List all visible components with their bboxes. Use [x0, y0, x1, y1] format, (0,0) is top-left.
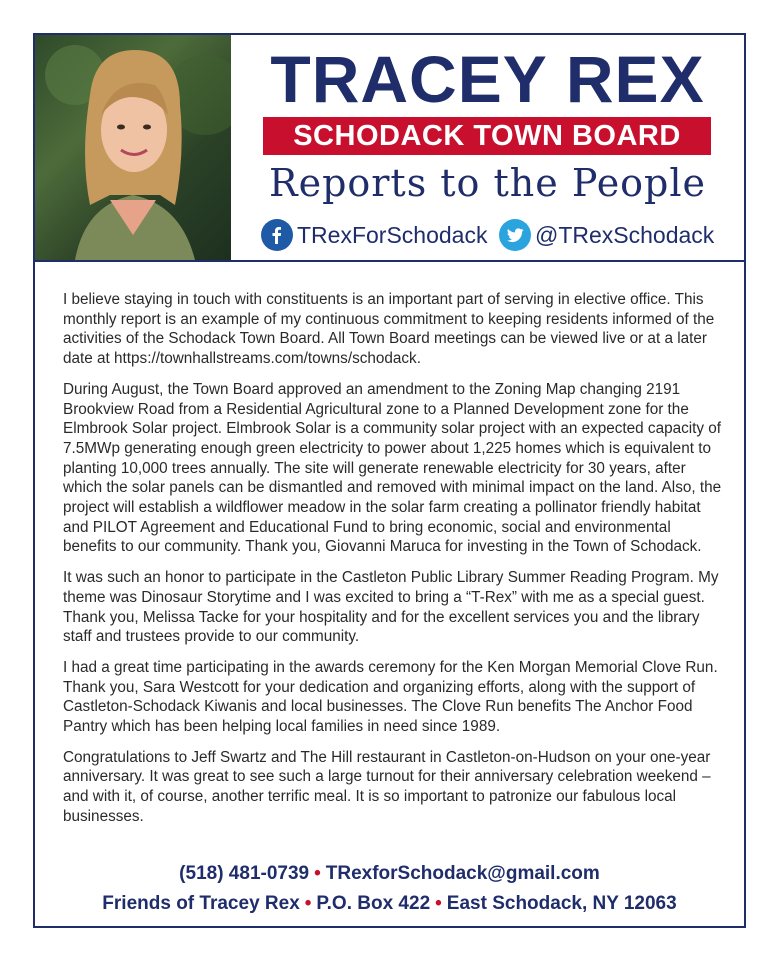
- po-box: P.O. Box 422: [316, 893, 431, 914]
- report-card: [33, 33, 746, 928]
- twitter-link[interactable]: [499, 218, 714, 252]
- report-body: [63, 290, 723, 838]
- paragraph-anniversary: Congratulations to Jeff Swartz and The Hill restaurant in Castleton-on-Hudson on your one-year anniversary. It was great to see such a large turnout for their anniversary celebration weekend – and with it, of course, another terrific meal. It is so important to patronize our fabulous local businesses.: [63, 748, 711, 825]
- paragraph-library: It was such an honor to participate in the Castleton Public Library Summer Reading Program. My theme was Dinosaur Storytime and I was excited to bring a “T-Rex” with me as a special guest. Thank you, Melissa Tacke for your hospitality and for the excellent services you and the library staff and trustees provide to our community.: [63, 569, 719, 646]
- facebook-link[interactable]: [261, 218, 487, 252]
- contact-footer: [35, 860, 744, 918]
- paragraph-clove-run: I had a great time participating in the awards ceremony for the Ken Morgan Memorial Clove Run. Thank you, Sara Westcott for your dedication and organizing efforts, along with the support of Castleton-Schodack Kiwanis and local businesses. The Clove Run benefits The Anchor Food Pantry which has been helping local families in need since 1989.: [63, 658, 718, 736]
- portrait-illustration: [35, 35, 231, 260]
- candidate-name: TRACEY REX: [270, 42, 705, 116]
- twitter-icon: [499, 219, 531, 251]
- header: [35, 35, 744, 262]
- email-address[interactable]: TRexforSchodack@gmail.com: [325, 863, 600, 884]
- separator-dot: •: [314, 863, 321, 884]
- portrait-photo: [35, 35, 231, 260]
- organization-name: Friends of Tracey Rex: [102, 893, 300, 914]
- paragraph-solar: During August, the Town Board approved an amendment to the Zoning Map changing 2191 Brookview Road from a Residential Agricultural zone to a Planned Development zone for the Elmbrook Solar project. Elmbrook Solar is a community solar project with an expected capacity of 7.5MWp generating enough green electricity to power about 1,225 homes which is equivalent to planting 10,000 trees annually. The site will generate renewable electricity for 30 years, after which the solar panels can be dismantled and removed with minimal impact on the land. Also, the project will establish a wildflower meadow in the solar farm creating a pollinator friendly habitat and PILOT Agreement and Educational Fund to bring economic, social and environmental benefits to our community. Thank you, Giovanni Maruca for investing in the Town of Schodack.: [63, 380, 722, 556]
- facebook-icon: [261, 219, 293, 251]
- paragraph-intro: I believe staying in touch with constituents is an important part of serving in elective office. This monthly report is an example of my continuous commitment to keeping residents informed of the activities of the Schodack Town Board. All Town Board meetings can be viewed live or at a later date at https://townhallstreams.com/towns/schodack.: [63, 291, 715, 368]
- city-state-zip: East Schodack, NY 12063: [446, 893, 677, 914]
- board-title: SCHODACK TOWN BOARD: [263, 117, 711, 155]
- contact-line: [35, 860, 744, 888]
- facebook-handle: TRexForSchodack: [297, 221, 488, 248]
- address-line: [35, 890, 744, 918]
- phone-number[interactable]: (518) 481-0739: [179, 863, 310, 884]
- report-subtitle: Reports to the People: [268, 161, 707, 205]
- separator-dot: •: [435, 893, 442, 914]
- twitter-handle: @TRexSchodack: [535, 221, 715, 248]
- separator-dot: •: [304, 893, 312, 914]
